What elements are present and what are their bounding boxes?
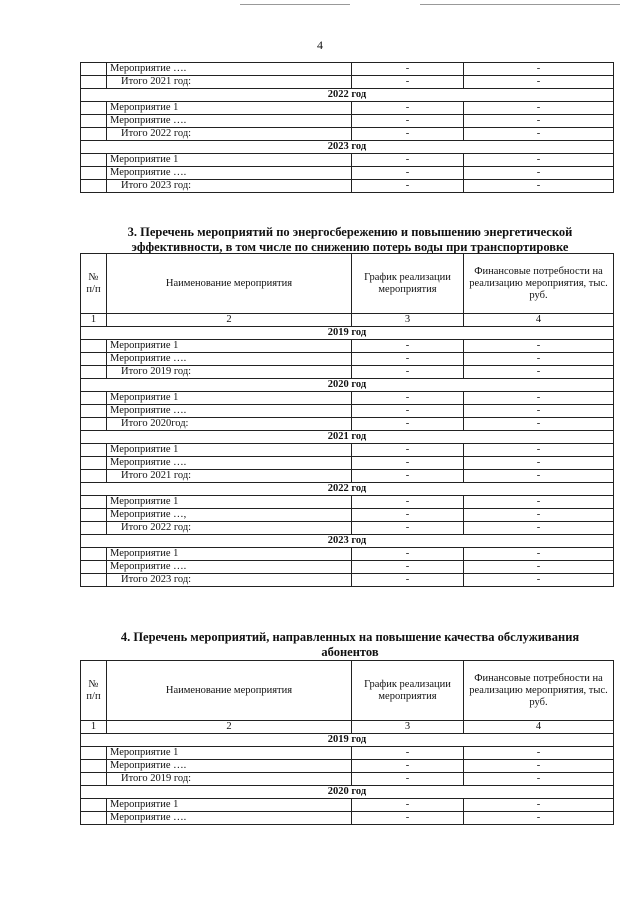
measure-name: Мероприятие ….: [107, 812, 352, 825]
schedule-cell: -: [352, 115, 464, 128]
schedule-cell: -: [352, 102, 464, 115]
year-label: 2022 год: [81, 483, 614, 496]
measure-name: Мероприятие 1: [107, 496, 352, 509]
total-row: [81, 522, 614, 535]
schedule-cell: -: [352, 522, 464, 535]
total-row: [81, 418, 614, 431]
table-row: [81, 509, 614, 522]
year-row: [81, 89, 614, 102]
total-label: Итого 2023 год:: [107, 180, 352, 193]
row-number-cell: [81, 63, 107, 76]
schedule-cell: -: [352, 418, 464, 431]
total-label: Итого 2022 год:: [107, 128, 352, 141]
row-number-cell: [81, 496, 107, 509]
total-row: [81, 470, 614, 483]
schedule-cell: -: [352, 548, 464, 561]
total-label: Итого 2019 год:: [107, 366, 352, 379]
year-label: 2019 год: [81, 734, 614, 747]
measure-name: Мероприятие 1: [107, 548, 352, 561]
schedule-cell: -: [352, 366, 464, 379]
table-row: [81, 340, 614, 353]
measure-name: Мероприятие ….: [107, 760, 352, 773]
year-label: 2020 год: [81, 786, 614, 799]
column-number: 3: [352, 314, 464, 327]
measure-name: Мероприятие 1: [107, 799, 352, 812]
table-top-continuation: [80, 62, 614, 193]
section3-heading-line2: эффективности, в том числе по снижению потерь воды при транспортировке: [131, 240, 569, 254]
table-row: [81, 444, 614, 457]
row-number-cell: [81, 561, 107, 574]
finance-cell: -: [464, 509, 614, 522]
finance-cell: -: [464, 522, 614, 535]
total-label: Итого 2019 год:: [107, 773, 352, 786]
measure-name: Мероприятие 1: [107, 154, 352, 167]
finance-cell: -: [464, 561, 614, 574]
measure-name: Мероприятие ….: [107, 63, 352, 76]
row-number-cell: [81, 522, 107, 535]
column-number: 4: [464, 314, 614, 327]
section4-heading-line2: абонентов: [321, 645, 379, 659]
row-number-cell: [81, 128, 107, 141]
row-number-cell: [81, 548, 107, 561]
finance-cell: -: [464, 102, 614, 115]
measure-name: Мероприятие ….: [107, 353, 352, 366]
table-row: [81, 496, 614, 509]
column-number: 4: [464, 721, 614, 734]
row-number-cell: [81, 76, 107, 89]
total-row: [81, 773, 614, 786]
schedule-cell: -: [352, 799, 464, 812]
total-label: Итого 2021 год:: [107, 76, 352, 89]
row-number-cell: [81, 812, 107, 825]
total-label: Итого 2021 год:: [107, 470, 352, 483]
row-number-cell: [81, 180, 107, 193]
year-label: 2023 год: [81, 141, 614, 154]
row-number-cell: [81, 509, 107, 522]
header-name: Наименование мероприятия: [107, 661, 352, 721]
year-label: 2021 год: [81, 431, 614, 444]
row-number-cell: [81, 760, 107, 773]
header-finance: Финансовые потребности на реализацию мероприятия, тыс. руб.: [464, 661, 614, 721]
schedule-cell: -: [352, 340, 464, 353]
schedule-cell: -: [352, 405, 464, 418]
measure-name: Мероприятие ….: [107, 115, 352, 128]
measure-name: Мероприятие 1: [107, 340, 352, 353]
table-row: [81, 63, 614, 76]
year-row: [81, 379, 614, 392]
year-label: 2022 год: [81, 89, 614, 102]
table-row: [81, 154, 614, 167]
finance-cell: -: [464, 115, 614, 128]
table-section4: [80, 660, 614, 825]
year-label: 2023 год: [81, 535, 614, 548]
schedule-cell: -: [352, 154, 464, 167]
finance-cell: -: [464, 392, 614, 405]
finance-cell: -: [464, 154, 614, 167]
finance-cell: -: [464, 418, 614, 431]
table-section3: [80, 253, 614, 587]
year-row: [81, 786, 614, 799]
finance-cell: -: [464, 548, 614, 561]
row-number-cell: [81, 457, 107, 470]
schedule-cell: -: [352, 561, 464, 574]
table-row: [81, 167, 614, 180]
row-number-cell: [81, 773, 107, 786]
table-row: [81, 548, 614, 561]
table-row: [81, 405, 614, 418]
table-row: [81, 115, 614, 128]
header-num: № п/п: [81, 661, 107, 721]
schedule-cell: -: [352, 457, 464, 470]
header-name: Наименование мероприятия: [107, 254, 352, 314]
finance-cell: -: [464, 405, 614, 418]
column-number: 1: [81, 721, 107, 734]
row-number-cell: [81, 799, 107, 812]
schedule-cell: -: [352, 574, 464, 587]
measure-name: Мероприятие ….: [107, 561, 352, 574]
finance-cell: -: [464, 63, 614, 76]
row-number-cell: [81, 405, 107, 418]
total-row: [81, 574, 614, 587]
measure-name: Мероприятие ….: [107, 457, 352, 470]
finance-cell: -: [464, 799, 614, 812]
year-row: [81, 141, 614, 154]
schedule-cell: -: [352, 812, 464, 825]
section4-heading: [80, 630, 620, 660]
schedule-cell: -: [352, 509, 464, 522]
finance-cell: -: [464, 470, 614, 483]
schedule-cell: -: [352, 496, 464, 509]
column-number: 3: [352, 721, 464, 734]
header-finance: Финансовые потребности на реализацию мероприятия, тыс. руб.: [464, 254, 614, 314]
total-label: Итого 2020год:: [107, 418, 352, 431]
measure-name: Мероприятие 1: [107, 747, 352, 760]
column-number: 1: [81, 314, 107, 327]
measure-name: Мероприятие 1: [107, 102, 352, 115]
total-label: Итого 2022 год:: [107, 522, 352, 535]
finance-cell: -: [464, 574, 614, 587]
finance-cell: -: [464, 76, 614, 89]
page-number: 4: [317, 38, 323, 52]
header-schedule: График реализации мероприятия: [352, 661, 464, 721]
schedule-cell: -: [352, 760, 464, 773]
table-row: [81, 457, 614, 470]
row-number-cell: [81, 340, 107, 353]
finance-cell: -: [464, 180, 614, 193]
finance-cell: -: [464, 747, 614, 760]
scan-artifact: [420, 4, 620, 5]
scan-artifact: [240, 4, 350, 5]
finance-cell: -: [464, 366, 614, 379]
row-number-cell: [81, 167, 107, 180]
measure-name: Мероприятие …,: [107, 509, 352, 522]
measure-name: Мероприятие 1: [107, 444, 352, 457]
row-number-cell: [81, 418, 107, 431]
total-row: [81, 180, 614, 193]
row-number-cell: [81, 366, 107, 379]
schedule-cell: -: [352, 180, 464, 193]
row-number-cell: [81, 747, 107, 760]
row-number-cell: [81, 444, 107, 457]
finance-cell: -: [464, 760, 614, 773]
column-number: 2: [107, 721, 352, 734]
schedule-cell: -: [352, 63, 464, 76]
table-row: [81, 102, 614, 115]
row-number-cell: [81, 470, 107, 483]
year-label: 2020 год: [81, 379, 614, 392]
table-row: [81, 812, 614, 825]
total-label: Итого 2023 год:: [107, 574, 352, 587]
row-number-cell: [81, 154, 107, 167]
finance-cell: -: [464, 340, 614, 353]
schedule-cell: -: [352, 470, 464, 483]
finance-cell: -: [464, 812, 614, 825]
section4-heading-line1: 4. Перечень мероприятий, направленных на повышение качества обслуживания: [120, 630, 580, 644]
table-row: [81, 747, 614, 760]
table-row: [81, 561, 614, 574]
year-row: [81, 535, 614, 548]
schedule-cell: -: [352, 392, 464, 405]
column-number: 2: [107, 314, 352, 327]
header-schedule: График реализации мероприятия: [352, 254, 464, 314]
total-row: [81, 76, 614, 89]
measure-name: Мероприятие ….: [107, 167, 352, 180]
schedule-cell: -: [352, 128, 464, 141]
finance-cell: -: [464, 167, 614, 180]
table-row: [81, 799, 614, 812]
schedule-cell: -: [352, 353, 464, 366]
row-number-cell: [81, 392, 107, 405]
finance-cell: -: [464, 444, 614, 457]
schedule-cell: -: [352, 167, 464, 180]
finance-cell: -: [464, 353, 614, 366]
year-row: [81, 431, 614, 444]
total-row: [81, 128, 614, 141]
finance-cell: -: [464, 496, 614, 509]
schedule-cell: -: [352, 76, 464, 89]
table-row: [81, 392, 614, 405]
row-number-cell: [81, 353, 107, 366]
row-number-cell: [81, 574, 107, 587]
table-row: [81, 760, 614, 773]
year-label: 2019 год: [81, 327, 614, 340]
measure-name: Мероприятие 1: [107, 392, 352, 405]
schedule-cell: -: [352, 773, 464, 786]
year-row: [81, 483, 614, 496]
year-row: [81, 734, 614, 747]
finance-cell: -: [464, 128, 614, 141]
section3-heading-line1: 3. Перечень мероприятий по энергосбережению и повышению энергетической: [127, 225, 573, 239]
schedule-cell: -: [352, 444, 464, 457]
finance-cell: -: [464, 773, 614, 786]
header-num: № п/п: [81, 254, 107, 314]
measure-name: Мероприятие ….: [107, 405, 352, 418]
schedule-cell: -: [352, 747, 464, 760]
year-row: [81, 327, 614, 340]
row-number-cell: [81, 115, 107, 128]
row-number-cell: [81, 102, 107, 115]
table-row: [81, 353, 614, 366]
finance-cell: -: [464, 457, 614, 470]
total-row: [81, 366, 614, 379]
section3-heading: [80, 225, 620, 255]
